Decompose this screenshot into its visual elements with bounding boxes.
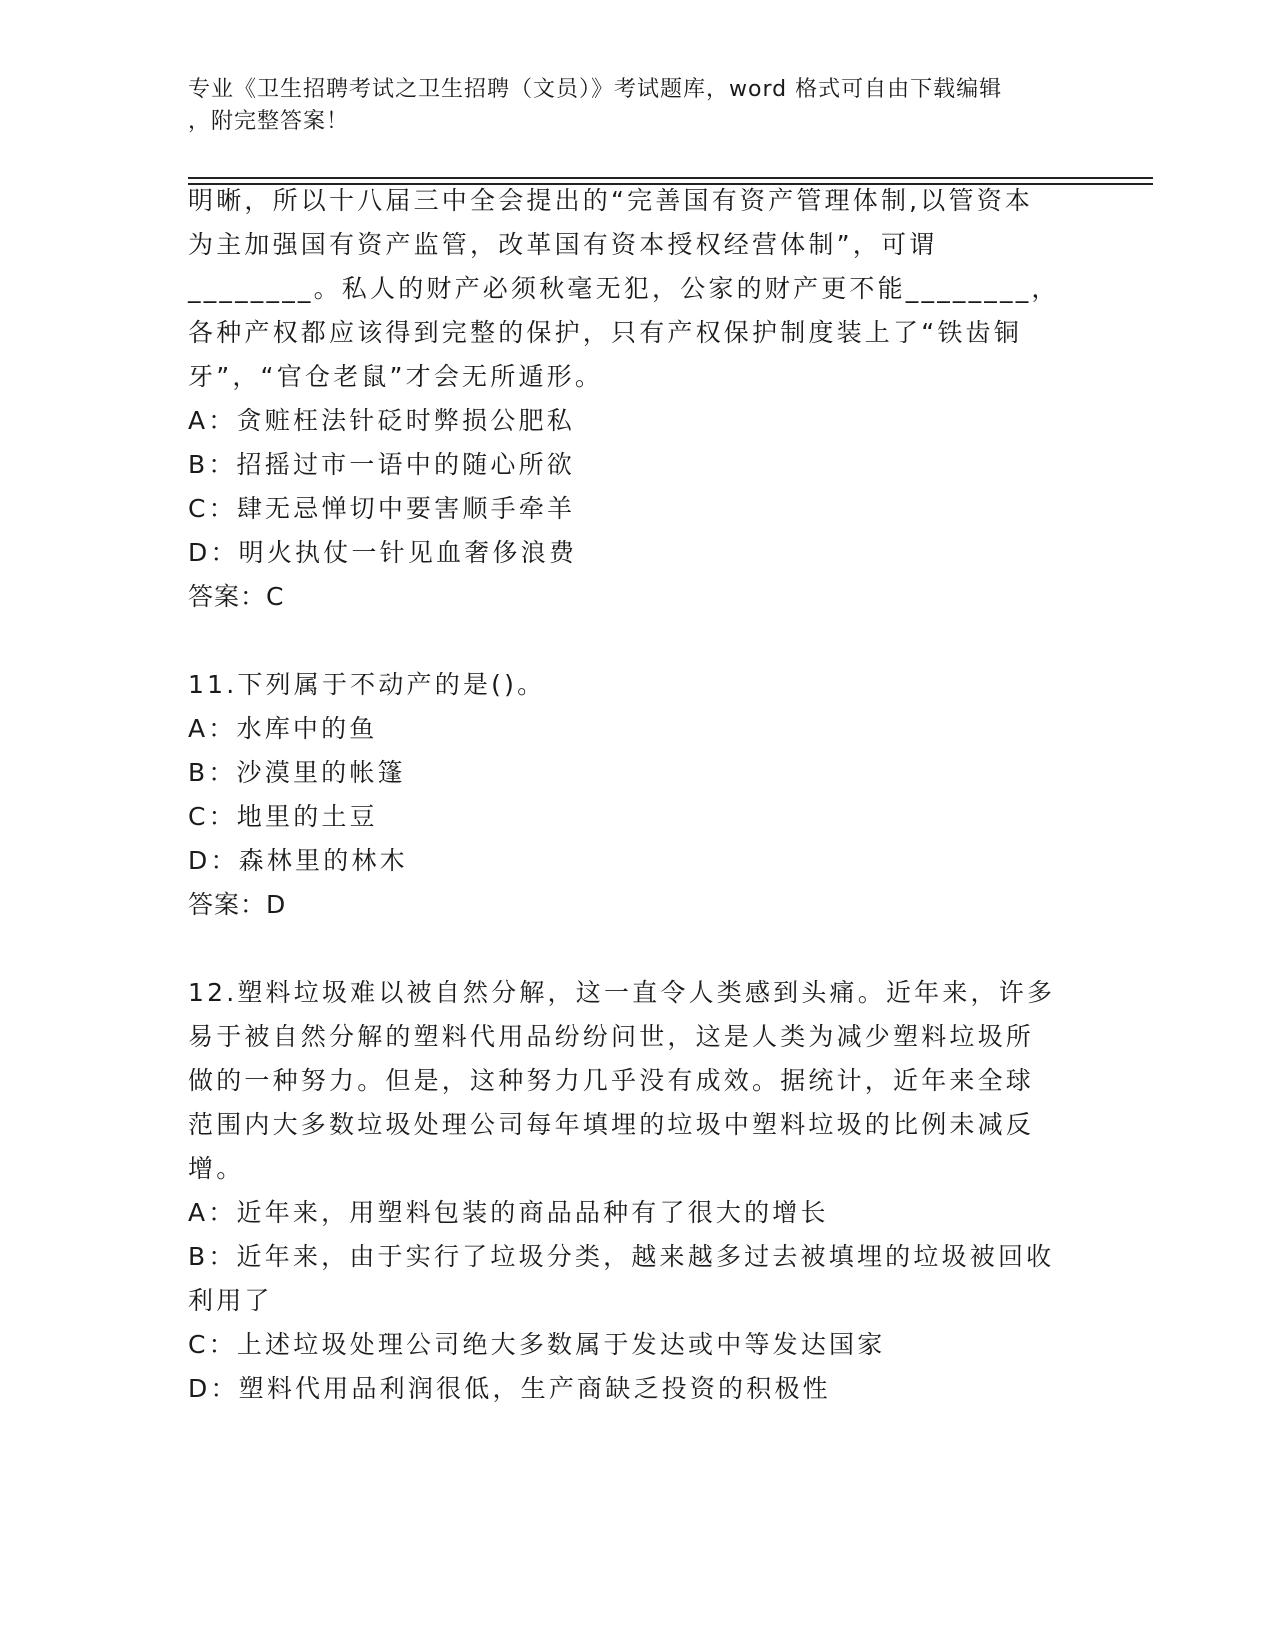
q12-stem-line: 增。 bbox=[188, 1154, 245, 1183]
q10-stem-line: ________。私人的财产必须秋毫无犯，公家的财产更不能________， bbox=[188, 274, 1060, 303]
header-title-line-continued: ，附完整答案！ bbox=[188, 109, 350, 134]
q12-option-b: B：近年来，由于实行了垃圾分类，越来越多过去被填埋的垃圾被回收 bbox=[188, 1242, 1055, 1271]
header-title-line: 专业《卫生招聘考试之卫生招聘（文员）》考试题库，word 格式可自由下载编辑 bbox=[188, 77, 1003, 102]
q11-stem: 11.下列属于不动产的是()。 bbox=[188, 670, 546, 699]
q12-stem-line: 易于被自然分解的塑料代用品纷纷问世，这是人类为减少塑料垃圾所 bbox=[188, 1022, 1035, 1051]
q10-option-c: C：肆无忌惮切中要害顺手牵羊 bbox=[188, 494, 576, 523]
q12-stem-line: 范围内大多数垃圾处理公司每年填埋的垃圾中塑料垃圾的比例未减反 bbox=[188, 1110, 1035, 1139]
q10-stem-line: 明晰，所以十八届三中全会提出的“完善国有资产管理体制,以管资本 bbox=[188, 186, 1034, 215]
document-header bbox=[188, 74, 1088, 138]
q11-option-a: A：水库中的鱼 bbox=[188, 714, 378, 743]
q10-stem-line: 各种产权都应该得到完整的保护，只有产权保护制度装上了“铁齿铜 bbox=[188, 318, 1022, 347]
header-divider-top bbox=[188, 177, 1153, 179]
q12-option-c: C：上述垃圾处理公司绝大多数属于发达或中等发达国家 bbox=[188, 1330, 886, 1359]
q11-option-d: D：森林里的林木 bbox=[188, 846, 408, 875]
q12-stem-line: 做的一种努力。但是，这种努力几乎没有成效。据统计，近年来全球 bbox=[188, 1066, 1035, 1095]
q11-answer: 答案：D bbox=[188, 890, 287, 919]
q12-option-b-continued: 利用了 bbox=[188, 1286, 273, 1315]
q12-option-d: D：塑料代用品利润很低，生产商缺乏投资的积极性 bbox=[188, 1374, 831, 1403]
q11-option-c: C：地里的土豆 bbox=[188, 802, 378, 831]
q10-answer: 答案：C bbox=[188, 582, 285, 611]
q10-option-b: B：招摇过市一语中的随心所欲 bbox=[188, 450, 575, 479]
q10-option-a: A：贪赃枉法针砭时弊损公肥私 bbox=[188, 406, 575, 435]
q10-stem-line: 为主加强国有资产监管，改革国有资本授权经营体制”，可谓 bbox=[188, 230, 938, 259]
q10-option-d: D：明火执仗一针见血奢侈浪费 bbox=[188, 538, 578, 567]
q11-option-b: B：沙漠里的帐篷 bbox=[188, 758, 406, 787]
q10-stem-line: 牙”，“官仓老鼠”才会无所遁形。 bbox=[188, 362, 604, 391]
q12-option-a: A：近年来，用塑料包装的商品品种有了很大的增长 bbox=[188, 1198, 829, 1227]
q12-stem-line: 12.塑料垃圾难以被自然分解，这一直令人类感到头痛。近年来，许多 bbox=[188, 978, 1056, 1007]
